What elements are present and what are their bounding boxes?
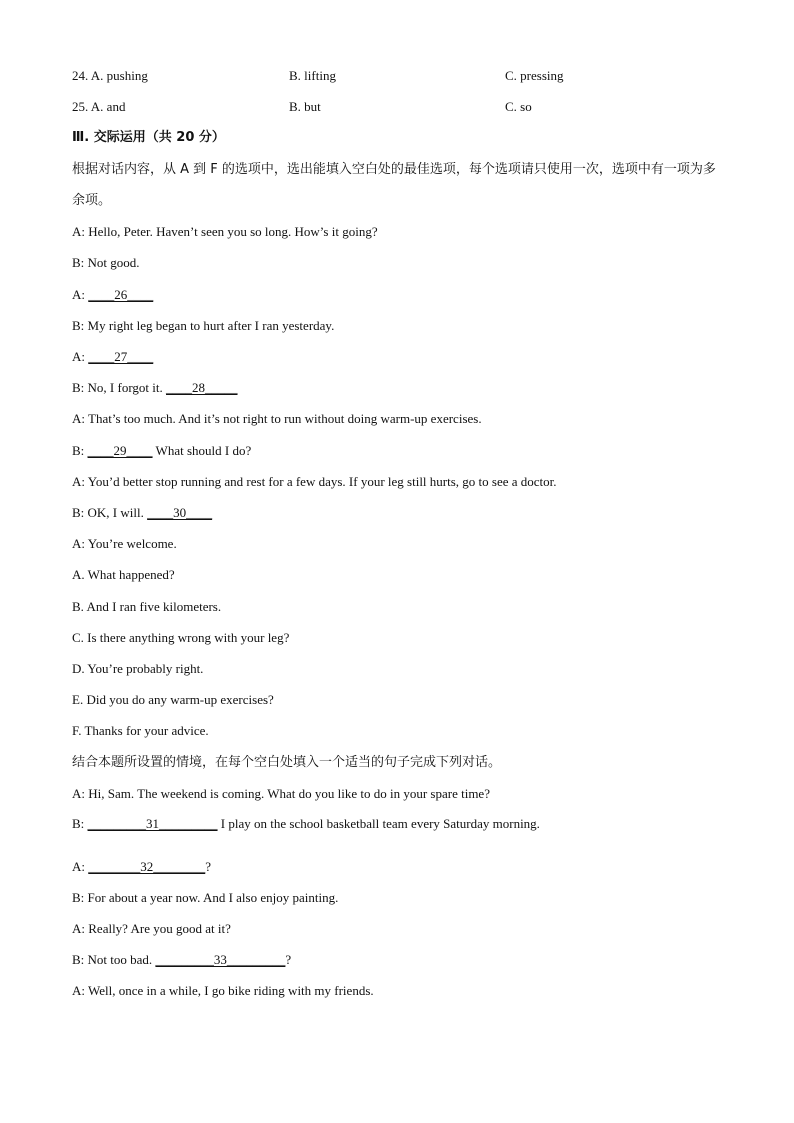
section-heading: Ⅲ. 交际运用（共 20 分） [72,130,225,145]
speaker-label: B: [72,816,88,831]
speaker-label: A: [72,859,89,874]
dialogue2-line6 [72,952,291,968]
line-text: I play on the school basketball team every Saturday morning. [217,816,540,831]
blank-33[interactable]: _________33_________ [155,952,286,967]
dialogue2-line1: A: Hi, Sam. The weekend is coming. What do you like to do in your spare time? [72,786,490,801]
line-text: ? [285,952,292,967]
blank-26[interactable]: ____26____ [88,287,154,302]
blank-32[interactable]: ________32________ [88,859,206,874]
dialogue2-line5: A: Really? Are you good at it? [72,921,231,936]
dialogue1-line3 [72,287,153,303]
option-24-b: B. lifting [289,68,336,83]
dialogue1-line5 [72,349,153,365]
choice-c: C. Is there anything wrong with your leg? [72,630,290,645]
speaker-label: B: [72,443,88,458]
dialogue2-line2 [72,816,540,832]
blank-31[interactable]: _________31_________ [87,816,218,831]
dialogue2-line4: B: For about a year now. And I also enjoy painting. [72,890,339,905]
blank-29[interactable]: ____29____ [87,443,153,458]
dialogue1-line4: B: My right leg began to hurt after I ran yesterday. [72,318,335,333]
choice-d: D. You’re probably right. [72,661,204,676]
option-25-b: B. but [289,99,321,114]
option-24-a: 24. A. pushing [72,68,148,83]
option-24-c: C. pressing [505,68,564,83]
dialogue1-line2: B: Not good. [72,255,140,270]
choice-b: B. And I ran five kilometers. [72,599,222,614]
dialogue1-line11: A: You’re welcome. [72,536,177,551]
dialogue1-line1: A: Hello, Peter. Haven’t seen you so long. How’s it going? [72,224,378,239]
dialogue1-line9: A: You’d better stop running and rest for a few days. If your leg still hurts, go to see a doctor. [72,474,557,489]
dialogue1-line6 [72,380,238,396]
line-text: ? [205,859,212,874]
blank-30[interactable]: ____30____ [147,505,213,520]
speaker-label: A: [72,349,89,364]
line-text: B: OK, I will. [72,505,148,520]
dialogue2-line3 [72,859,211,875]
line-text: What should I do? [152,443,252,458]
blank-28[interactable]: ____28_____ [166,380,238,395]
line-text: B: Not too bad. [72,952,156,967]
blank-27[interactable]: ____27____ [88,349,154,364]
choice-a: A. What happened? [72,567,175,582]
speaker-label: A: [72,287,89,302]
section-instruction-2: 结合本题所设置的情境，在每个空白处填入一个适当的句子完成下列对话。 [72,755,502,770]
dialogue1-line7: A: That’s too much. And it’s not right to run without doing warm-up exercises. [72,411,482,426]
choice-e: E. Did you do any warm-up exercises? [72,692,274,707]
dialogue1-line10 [72,505,212,521]
option-25-c: C. so [505,99,532,114]
option-25-a: 25. A. and [72,99,126,114]
dialogue1-line8 [72,443,251,459]
dialogue2-line7: A: Well, once in a while, I go bike riding with my friends. [72,983,374,998]
section-instruction: 根据对话内容，从 A 到 F 的选项中，选出能填入空白处的最佳选项，每个选项请只使用一次，选项中有一项为多余项。 [72,162,716,208]
choice-f: F. Thanks for your advice. [72,723,209,738]
line-text: B: No, I forgot it. [72,380,167,395]
